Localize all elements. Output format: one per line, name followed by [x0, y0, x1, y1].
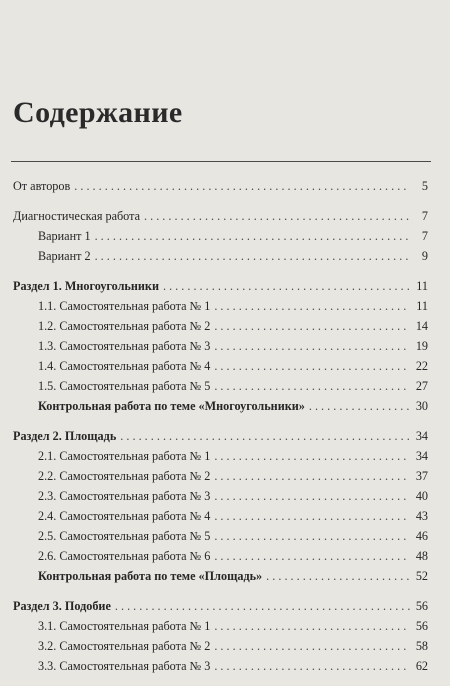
toc-entry [13, 396, 428, 416]
toc-entry [13, 276, 428, 296]
dot-leader [214, 506, 410, 526]
toc-section [13, 596, 428, 676]
toc-entry-label: Раздел 1. Многоугольники [13, 279, 159, 293]
toc-entry-label: 2.2. Самостоятельная работа № 2 [38, 469, 211, 483]
toc-page-number: 58 [415, 639, 428, 653]
dot-leader [115, 596, 410, 616]
toc-page-number: 9 [421, 249, 428, 263]
toc-entry [13, 526, 428, 546]
toc-entry [13, 596, 428, 616]
toc-entry-label: Раздел 3. Подобие [13, 599, 111, 613]
toc-page-number: 19 [415, 339, 428, 353]
toc-entry [13, 566, 428, 586]
toc-page-number: 43 [415, 509, 428, 523]
dot-leader [214, 296, 410, 316]
toc-page-number: 40 [415, 489, 428, 503]
toc-page-number: 11 [416, 299, 428, 313]
toc-section [13, 426, 428, 586]
toc-entry-label: 2.6. Самостоятельная работа № 6 [38, 549, 211, 563]
toc-entry [13, 506, 428, 526]
toc-entry [13, 356, 428, 376]
toc-entry-label: 2.4. Самостоятельная работа № 4 [38, 509, 211, 523]
toc-page-number: 22 [415, 359, 428, 373]
dot-leader [214, 466, 410, 486]
toc-entry-label: Раздел 2. Площадь [13, 429, 117, 443]
toc-page-number: 34 [415, 449, 428, 463]
dot-leader [95, 226, 410, 246]
dot-leader [214, 376, 410, 396]
toc-entry [13, 636, 428, 656]
dot-leader [214, 336, 410, 356]
toc-page-number: 48 [415, 549, 428, 563]
toc-entry-label: 2.5. Самостоятельная работа № 5 [38, 529, 211, 543]
toc-page-number: 27 [415, 379, 428, 393]
dot-leader [144, 206, 410, 226]
toc-entry [13, 316, 428, 336]
toc-page-number: 56 [415, 599, 428, 613]
toc-entry-label: 1.3. Самостоятельная работа № 3 [38, 339, 211, 353]
toc-entry-label: 3.3. Самостоятельная работа № 3 [38, 659, 211, 673]
toc-entry-label: 2.3. Самостоятельная работа № 3 [38, 489, 211, 503]
toc-entry-label: 1.5. Самостоятельная работа № 5 [38, 379, 211, 393]
dot-leader [214, 616, 410, 636]
toc-entry [13, 226, 428, 246]
toc-entry [13, 656, 428, 676]
toc-entry-label: От авторов [13, 179, 71, 193]
toc-entry [13, 206, 428, 226]
toc-entry [13, 376, 428, 396]
toc-section [13, 276, 428, 416]
toc-page-number: 37 [415, 469, 428, 483]
toc-entry [13, 336, 428, 356]
toc-entry-label: Контрольная работа по теме «Площадь» [38, 569, 263, 583]
dot-leader [120, 426, 410, 446]
toc-page-number: 11 [416, 279, 428, 293]
dot-leader [214, 486, 410, 506]
dot-leader [214, 356, 410, 376]
toc-entry [13, 446, 428, 466]
toc-entry [13, 246, 428, 266]
toc-page-number: 46 [415, 529, 428, 543]
dot-leader [214, 636, 410, 656]
toc-section [13, 176, 428, 196]
toc-page-number: 30 [415, 399, 428, 413]
toc-entry-label: Контрольная работа по теме «Многоугольники» [38, 399, 305, 413]
dot-leader [95, 246, 410, 266]
toc-page-number: 52 [415, 569, 428, 583]
toc-entry [13, 176, 428, 196]
dot-leader [266, 566, 410, 586]
toc-page-number: 5 [421, 179, 428, 193]
toc-entry [13, 616, 428, 636]
toc-entry [13, 296, 428, 316]
toc-page-number: 34 [415, 429, 428, 443]
toc-entry-label: 1.2. Самостоятельная работа № 2 [38, 319, 211, 333]
toc-page-number: 14 [415, 319, 428, 333]
toc-page-number: 7 [421, 229, 428, 243]
toc-entry [13, 486, 428, 506]
toc-page-number: 7 [421, 209, 428, 223]
toc-entry [13, 466, 428, 486]
table-of-contents [13, 176, 428, 686]
dot-leader [309, 396, 410, 416]
dot-leader [214, 656, 410, 676]
toc-entry-label: 1.1. Самостоятельная работа № 1 [38, 299, 211, 313]
dot-leader [214, 546, 410, 566]
toc-entry-label: Вариант 2 [38, 249, 91, 263]
toc-entry-label: 2.1. Самостоятельная работа № 1 [38, 449, 211, 463]
toc-page-number: 62 [415, 659, 428, 673]
dot-leader [214, 526, 410, 546]
toc-entry [13, 426, 428, 446]
toc-section [13, 206, 428, 266]
toc-entry-label: Диагностическая работа [13, 209, 140, 223]
toc-entry-label: 1.4. Самостоятельная работа № 4 [38, 359, 211, 373]
toc-entry-label: 3.2. Самостоятельная работа № 2 [38, 639, 211, 653]
toc-entry [13, 546, 428, 566]
title-divider [11, 161, 431, 162]
toc-entry-label: Вариант 1 [38, 229, 91, 243]
dot-leader [74, 176, 410, 196]
toc-page-number: 56 [415, 619, 428, 633]
toc-entry-label: 3.1. Самостоятельная работа № 1 [38, 619, 211, 633]
dot-leader [214, 446, 410, 466]
page-title: Содержание [13, 96, 183, 129]
dot-leader [163, 276, 410, 296]
dot-leader [214, 316, 410, 336]
